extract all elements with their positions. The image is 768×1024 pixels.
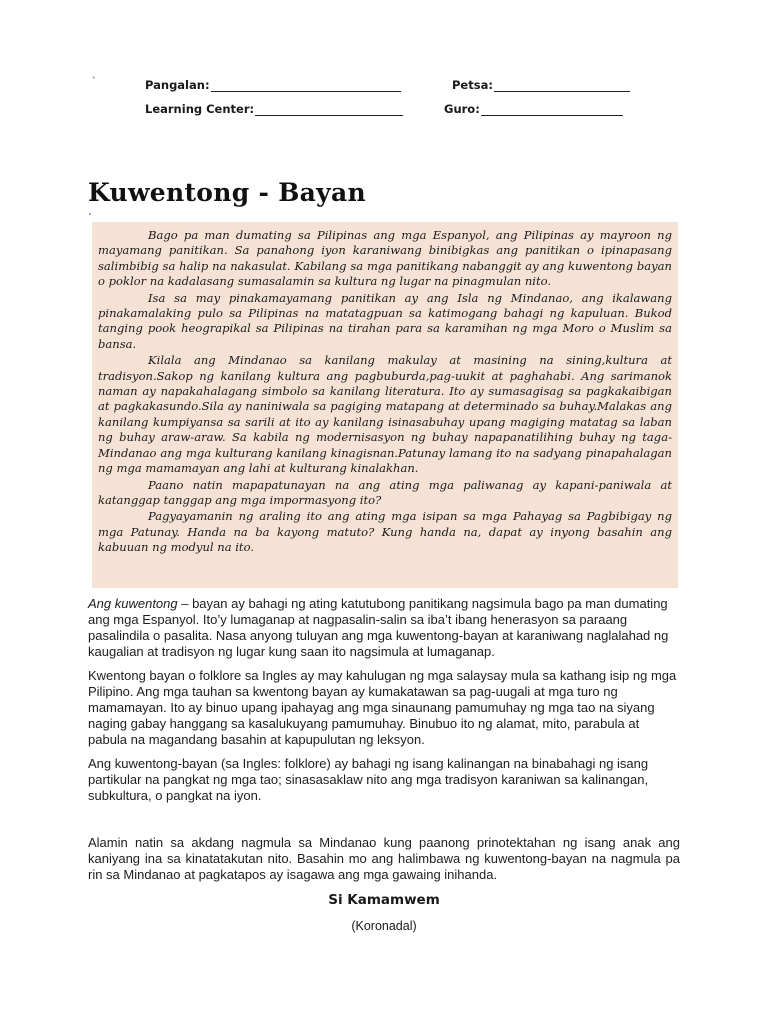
body-paragraph-1-lead: Ang kuwentong (88, 596, 178, 611)
learning-center-blank-line[interactable] (255, 104, 403, 116)
date-label: Petsa: (452, 78, 493, 92)
date-blank-line[interactable] (494, 80, 630, 92)
name-field[interactable] (145, 78, 401, 92)
teacher-field[interactable] (444, 102, 623, 116)
teacher-label: Guro: (444, 102, 480, 116)
body-paragraph-2: Kwentong bayan o folklore sa Ingles ay may kahulugan ng mga salaysay mula sa kathang isip ng mga Pilipino. Ang mga tauhan sa kwentong bayan ay kumakatawan sa pag-uugali at mga turo ng mamamayan. Ito ay binuo upang ipahayag ang mga sinaunang pamumuhay ng mga tao na siyang naging gabay hanggang sa kasalukuyang pamumuhay. Binubuo ito ng alamat, mito, parabula at pabula na magandang basahin at kapupulutan ng leksyon. (88, 668, 677, 747)
intro-paragraph-1: Bago pa man dumating sa Pilipinas ang mga Espanyol, ang Pilipinas ay mayroon ng mayamang panitikan. Sa panahong iyon karaniwang binibigkas ang panitikan o ipinapasang salimbibig sa halip na nakasulat. Kabilang sa mga panitikang nabanggit ay ang kuwentong bayan o poklor na kadalasang sumasalamin sa kultura ng lugar na pinagmulan nito. (98, 228, 672, 289)
story-title: Si Kamamwem (328, 892, 440, 908)
intro-panel (92, 222, 678, 588)
story-subtitle: (Koronadal) (351, 919, 417, 933)
header-row-1 (0, 78, 768, 100)
page-title: Kuwentong - Bayan (88, 178, 366, 207)
body-paragraph-3: Ang kuwentong-bayan (sa Ingles: folklore) ay bahagi ng isang kalinangan na binabahagi ng isang partikular na pangkat ng mga tao; sinasasaklaw nito ang mga tradisyon karaniwan sa kalinangan, subkultura, o pangkat na iyon. (88, 756, 649, 803)
body-paragraph-1 (88, 596, 680, 660)
learning-center-field[interactable] (145, 102, 403, 116)
teacher-blank-line[interactable] (481, 104, 623, 116)
header-row-2 (0, 102, 768, 124)
intro-paragraph-3: Kilala ang Mindanao sa kanilang makulay at masining na sining,kultura at tradisyon.Sakop ng kanilang kultura ang pagbuburda,pag-uukit at paghahabi. Ang sarimanok naman ay napakahalagang simbolo sa kanilang literatura. Ito ay sumasagisag sa pagkakaibigan at pagkakasundo.Sila ay naniniwala sa pagiging matapang at determinado sa buhay.Malakas ang kanilang kumpiyansa sa sarili at ito ay kanilang isinasabuhay upang magiging matatag sa laban ng buhay araw-araw. Sa kabila ng modernisasyon ng buhay napapanatilihing buhay ng taga-Mindanao ang mga kulturang kanilang kinagisnan.Patunay lamang ito na sadyang pinapahalagan ng mga mamamayan ang lahi at kulturang kinalakhan. (98, 353, 672, 476)
intro-paragraph-4: Paano natin mapapatunayan na ang ating mga paliwanag ay kapani-paniwala at katanggap tanggap ang mga impormasyong ito? (98, 477, 672, 507)
body-paragraph-4: Alamin natin sa akdang nagmula sa Mindanao kung paanong prinotektahan ng isang anak ang kaniyang ina sa kinatatakutan nito. Basahin mo ang halimbawa ng kuwentong-bayan na nagmula pa rin sa Mindanao at pagkatapos ay isagawa ang mga gawaing inihanda. (88, 835, 680, 882)
body-paragraph-1-text: – bayan ay bahagi ng ating katutubong panitikang nagsimula bago pa man dumating ang mga Espanyol. Ito’y lumaganap at nagpasalin-salin sa iba’t ibang henerasyon sa paraang pasalindila o pasalita. Nasa anyong tuluyan ang mga kuwentong-bayan at karaniwang naglalahad ng kaugalian at tradisyon ng lugar kung saan ito nagsimula at lumaganap. (88, 596, 669, 659)
learning-center-label: Learning Center: (145, 102, 255, 116)
intro-paragraph-5: Pagyayamanin ng araling ito ang ating mga isipan sa mga Pahayag sa Pagbibigay ng mga Patunay. Handa na ba kayong matuto? Kung handa na, dapat ay inyong basahin ang kabuuan ng modyul na ito. (98, 509, 672, 555)
date-field[interactable] (452, 78, 630, 92)
intro-paragraph-2: Isa sa may pinakamayamang panitikan ay ang Isla ng Mindanao, ang ikalawang pinakamalaking pulo sa Pilipinas na matatagpuan sa katimogang bahagi ng kapuluan. Bukod tanging pook heograpikal sa Pilipinas na tirahan para sa karamihan ng mga Moro o Muslim sa bansa. (98, 290, 672, 351)
stray-mark: ` (92, 76, 96, 88)
name-blank-line[interactable] (211, 80, 401, 92)
panel-mark: ' (89, 212, 91, 223)
name-label: Pangalan: (145, 78, 210, 92)
